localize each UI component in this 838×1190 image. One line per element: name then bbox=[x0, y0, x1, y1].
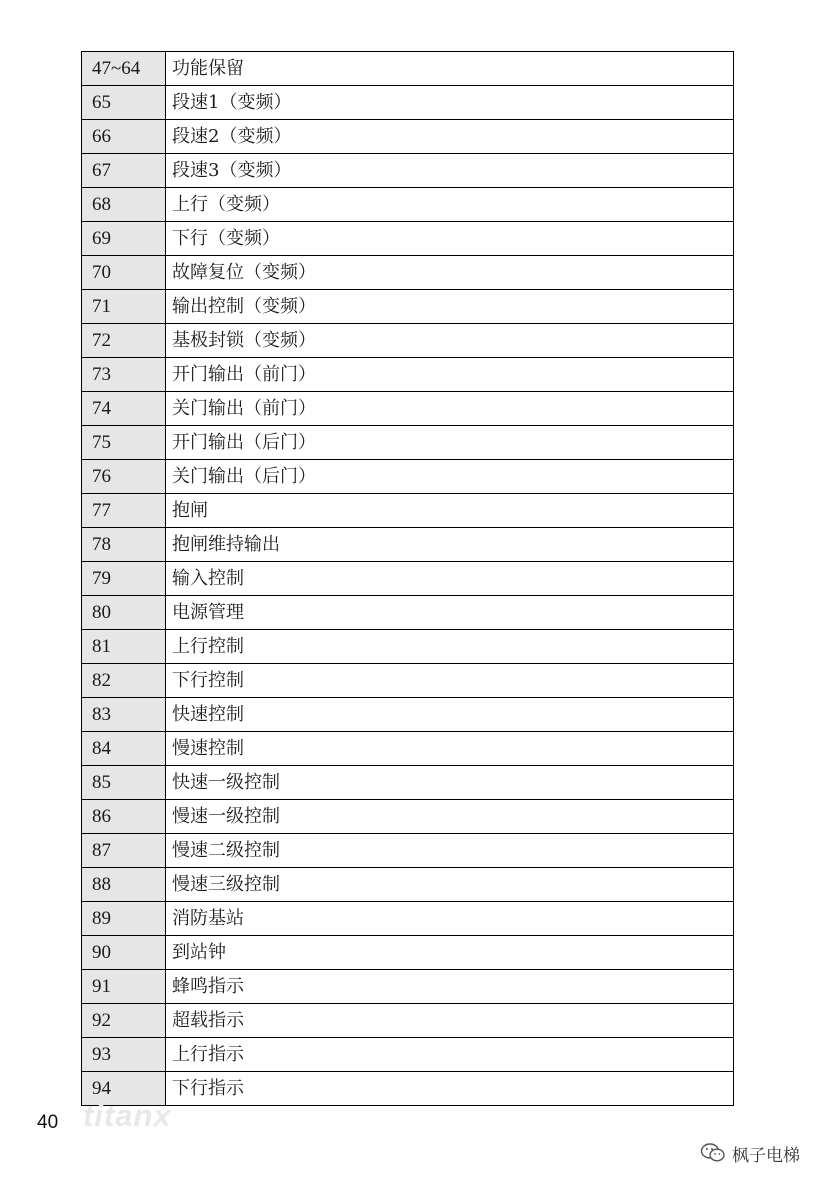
table-row bbox=[82, 392, 734, 426]
code-cell: 78 bbox=[82, 528, 166, 562]
code-cell: 68 bbox=[82, 188, 166, 222]
table-row bbox=[82, 324, 734, 358]
code-cell: 84 bbox=[82, 732, 166, 766]
code-cell: 67 bbox=[82, 154, 166, 188]
table-row bbox=[82, 664, 734, 698]
function-cell: 段速2（变频） bbox=[166, 120, 734, 154]
code-cell: 87 bbox=[82, 834, 166, 868]
code-cell: 74 bbox=[82, 392, 166, 426]
code-cell: 83 bbox=[82, 698, 166, 732]
table-row bbox=[82, 460, 734, 494]
function-cell: 快速控制 bbox=[166, 698, 734, 732]
table-row bbox=[82, 222, 734, 256]
function-cell: 下行指示 bbox=[166, 1072, 734, 1106]
function-cell: 下行控制 bbox=[166, 664, 734, 698]
code-cell: 92 bbox=[82, 1004, 166, 1038]
wechat-icon bbox=[700, 1142, 726, 1164]
table-row bbox=[82, 1072, 734, 1106]
table-row bbox=[82, 120, 734, 154]
table-row bbox=[82, 358, 734, 392]
function-cell: 输入控制 bbox=[166, 562, 734, 596]
code-cell: 72 bbox=[82, 324, 166, 358]
code-cell: 73 bbox=[82, 358, 166, 392]
account-name: 枫子电梯 bbox=[732, 1145, 800, 1166]
code-cell: 47~64 bbox=[82, 52, 166, 86]
code-cell: 77 bbox=[82, 494, 166, 528]
code-cell: 81 bbox=[82, 630, 166, 664]
code-cell: 69 bbox=[82, 222, 166, 256]
function-cell: 段速3（变频） bbox=[166, 154, 734, 188]
table-row bbox=[82, 630, 734, 664]
table-row bbox=[82, 528, 734, 562]
function-cell: 抱闸 bbox=[166, 494, 734, 528]
function-cell: 上行（变频） bbox=[166, 188, 734, 222]
code-cell: 75 bbox=[82, 426, 166, 460]
function-cell: 蜂鸣指示 bbox=[166, 970, 734, 1004]
table-row bbox=[82, 256, 734, 290]
function-cell: 慢速三级控制 bbox=[166, 868, 734, 902]
function-cell: 慢速二级控制 bbox=[166, 834, 734, 868]
table-row bbox=[82, 562, 734, 596]
function-cell: 上行控制 bbox=[166, 630, 734, 664]
function-cell: 慢速控制 bbox=[166, 732, 734, 766]
table-row bbox=[82, 86, 734, 120]
code-cell: 89 bbox=[82, 902, 166, 936]
function-cell: 抱闸维持输出 bbox=[166, 528, 734, 562]
function-cell: 开门输出（后门） bbox=[166, 426, 734, 460]
function-cell: 功能保留 bbox=[166, 52, 734, 86]
function-cell: 故障复位（变频） bbox=[166, 256, 734, 290]
function-cell: 快速一级控制 bbox=[166, 766, 734, 800]
code-cell: 82 bbox=[82, 664, 166, 698]
function-cell: 开门输出（前门） bbox=[166, 358, 734, 392]
table-row bbox=[82, 1004, 734, 1038]
code-cell: 70 bbox=[82, 256, 166, 290]
code-cell: 79 bbox=[82, 562, 166, 596]
code-cell: 91 bbox=[82, 970, 166, 1004]
table-row bbox=[82, 290, 734, 324]
code-cell: 66 bbox=[82, 120, 166, 154]
code-cell: 71 bbox=[82, 290, 166, 324]
table-row bbox=[82, 902, 734, 936]
table-row bbox=[82, 154, 734, 188]
function-cell: 慢速一级控制 bbox=[166, 800, 734, 834]
function-cell: 基极封锁（变频） bbox=[166, 324, 734, 358]
table-row bbox=[82, 426, 734, 460]
table-row bbox=[82, 596, 734, 630]
function-cell: 电源管理 bbox=[166, 596, 734, 630]
table-row bbox=[82, 834, 734, 868]
function-cell: 上行指示 bbox=[166, 1038, 734, 1072]
code-cell: 93 bbox=[82, 1038, 166, 1072]
table-body bbox=[82, 52, 734, 1106]
code-cell: 90 bbox=[82, 936, 166, 970]
account-attribution bbox=[700, 1141, 800, 1165]
code-cell: 88 bbox=[82, 868, 166, 902]
table-row bbox=[82, 698, 734, 732]
code-cell: 65 bbox=[82, 86, 166, 120]
function-cell: 输出控制（变频） bbox=[166, 290, 734, 324]
table-row bbox=[82, 732, 734, 766]
table-row bbox=[82, 494, 734, 528]
table-row bbox=[82, 188, 734, 222]
io-function-table bbox=[81, 51, 734, 1106]
table-row bbox=[82, 1038, 734, 1072]
code-cell: 76 bbox=[82, 460, 166, 494]
table-row bbox=[82, 800, 734, 834]
function-cell: 消防基站 bbox=[166, 902, 734, 936]
code-cell: 85 bbox=[82, 766, 166, 800]
function-cell: 到站钟 bbox=[166, 936, 734, 970]
table-row bbox=[82, 766, 734, 800]
function-cell: 关门输出（后门） bbox=[166, 460, 734, 494]
table-row bbox=[82, 52, 734, 86]
table-row bbox=[82, 970, 734, 1004]
function-cell: 超载指示 bbox=[166, 1004, 734, 1038]
code-cell: 80 bbox=[82, 596, 166, 630]
watermark: titanx bbox=[83, 1098, 172, 1133]
table-row bbox=[82, 868, 734, 902]
function-cell: 下行（变频） bbox=[166, 222, 734, 256]
code-cell: 94 bbox=[82, 1072, 166, 1106]
page-number: 40 bbox=[37, 1112, 59, 1133]
code-cell: 86 bbox=[82, 800, 166, 834]
function-cell: 段速1（变频） bbox=[166, 86, 734, 120]
function-cell: 关门输出（前门） bbox=[166, 392, 734, 426]
table-row bbox=[82, 936, 734, 970]
